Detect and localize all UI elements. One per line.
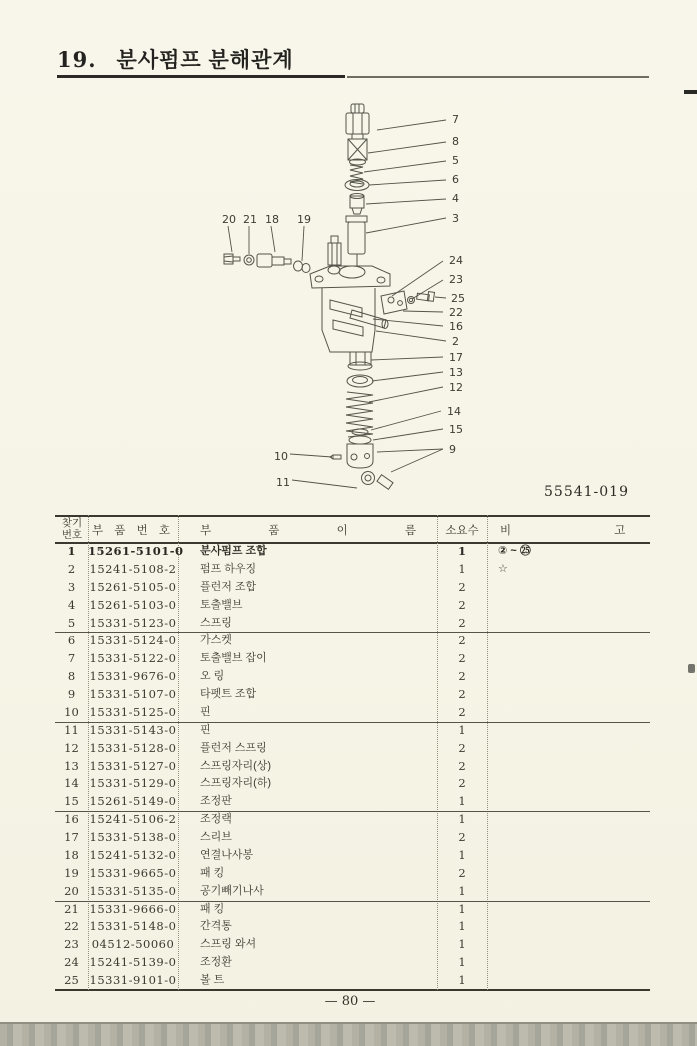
cell-rm xyxy=(498,615,648,633)
cell-pn: 15331-5138-0 xyxy=(89,830,177,845)
table-row xyxy=(55,704,650,722)
scan-mark xyxy=(688,664,695,673)
cell-qty: 1 xyxy=(458,901,466,916)
callout-7: 7 xyxy=(452,113,459,126)
cell-qty: 1 xyxy=(458,883,466,898)
cell-pn: 15331-9101-0 xyxy=(89,973,177,988)
scan-edge-band xyxy=(0,1022,697,1046)
cell-rm xyxy=(498,829,648,847)
cell-rm xyxy=(498,883,648,901)
table-row xyxy=(55,847,650,865)
callout-24: 24 xyxy=(449,254,463,267)
cell-rm xyxy=(498,597,648,615)
table-row xyxy=(55,615,650,633)
cell-nm: 플런저 스프링 xyxy=(200,741,267,754)
cell-rm xyxy=(498,668,648,686)
part-gasket-ring xyxy=(345,180,369,191)
table-row xyxy=(55,686,650,704)
callout-15: 15 xyxy=(449,423,463,436)
cell-find: 1 xyxy=(67,544,76,558)
callout-14: 14 xyxy=(447,405,461,418)
cell-pn: 15261-5101-0 xyxy=(88,544,184,558)
cell-nm: 스리브 xyxy=(200,831,232,844)
callout-2: 2 xyxy=(452,335,459,348)
callout-leader-8 xyxy=(368,142,446,153)
cell-find: 6 xyxy=(67,633,76,648)
cell-find: 15 xyxy=(64,794,79,809)
cell-qty: 1 xyxy=(458,937,466,952)
cell-qty: 2 xyxy=(458,651,466,666)
part-tappet xyxy=(347,444,373,468)
table-row xyxy=(55,632,650,650)
table-row xyxy=(55,579,650,597)
scan-mark xyxy=(684,90,697,94)
cell-qty: 2 xyxy=(458,830,466,845)
cell-find: 3 xyxy=(67,579,76,594)
cell-pn: 15261-5103-0 xyxy=(89,597,177,612)
callout-leader-20 xyxy=(228,226,232,252)
callout-leader-12 xyxy=(369,387,443,402)
callout-leader-16 xyxy=(373,319,443,326)
cell-pn: 15241-5108-2 xyxy=(89,561,177,576)
cell-find: 19 xyxy=(64,865,79,880)
cell-find: 13 xyxy=(64,758,79,773)
cell-nm: 공기빼기나사 xyxy=(200,884,264,897)
cell-nm: 패 킹 xyxy=(200,902,225,915)
part-roller xyxy=(362,472,394,490)
cell-qty: 1 xyxy=(458,722,466,737)
cell-find: 25 xyxy=(64,973,79,988)
header-find-number: 찾기 번호 xyxy=(61,517,83,541)
callout-21: 21 xyxy=(243,213,257,226)
callout-leader-13 xyxy=(372,372,443,381)
cell-rm xyxy=(498,740,648,758)
callout-leader-9 xyxy=(377,449,443,452)
callout-25: 25 xyxy=(451,292,465,305)
callout-leader-25 xyxy=(435,297,446,298)
part-sleeve xyxy=(348,352,372,370)
cell-pn: 15331-5107-0 xyxy=(89,687,177,702)
section-number: 19. xyxy=(57,47,97,72)
table-row xyxy=(55,775,650,793)
cell-qty: 2 xyxy=(458,776,466,791)
cell-rm: ② ~ ㉕ xyxy=(498,545,531,557)
cell-rm xyxy=(498,722,648,740)
cell-pn: 15331-9666-0 xyxy=(89,901,177,916)
cell-find: 18 xyxy=(64,847,79,862)
callout-leader-14 xyxy=(371,411,441,430)
cell-nm: 플런저 조합 xyxy=(200,580,257,593)
table-row xyxy=(55,543,650,561)
callout-3: 3 xyxy=(452,212,459,225)
cell-qty: 2 xyxy=(458,687,466,702)
cell-pn: 15241-5132-0 xyxy=(89,847,177,862)
cell-nm: 스프링 와셔 xyxy=(200,938,257,951)
cell-nm: 조정판 xyxy=(200,795,232,808)
cell-pn: 15241-5139-0 xyxy=(89,955,177,970)
section-title-text: 분사펌프 분해관계 xyxy=(116,49,294,72)
cell-rm: ☆ xyxy=(498,562,508,575)
cell-pn: 15331-5128-0 xyxy=(89,740,177,755)
callout-leader-3 xyxy=(366,218,446,233)
cell-qty: 2 xyxy=(458,704,466,719)
part-air-bleed-screw xyxy=(224,254,240,264)
cell-pn: 15331-5124-0 xyxy=(89,633,177,648)
cell-pn: 15331-5129-0 xyxy=(89,776,177,791)
cell-nm: 가스켓 xyxy=(200,634,232,647)
callout-leader-2 xyxy=(376,331,446,341)
cell-pn: 15331-9665-0 xyxy=(89,865,177,880)
callout-22: 22 xyxy=(449,306,463,319)
callout-4: 4 xyxy=(452,192,459,205)
cell-rm xyxy=(498,632,648,650)
part-plunger xyxy=(328,236,341,265)
cell-nm: 분사펌프 조합 xyxy=(200,545,267,557)
callout-16: 16 xyxy=(449,320,463,333)
cell-qty: 2 xyxy=(458,758,466,773)
cell-qty: 1 xyxy=(458,955,466,970)
cell-find: 7 xyxy=(67,651,76,666)
pump-parts-drawing xyxy=(224,104,435,489)
part-connecting-screw xyxy=(257,254,291,267)
header-part-name: 부 품 이 름 xyxy=(200,525,419,537)
cell-rm xyxy=(498,847,648,865)
cell-find: 11 xyxy=(64,722,79,737)
callout-20: 20 xyxy=(222,213,236,226)
callout-19: 19 xyxy=(297,213,311,226)
callout-11: 11 xyxy=(276,476,290,489)
header-remarks: 비 고 xyxy=(500,525,628,537)
part-packing-rings xyxy=(294,261,311,273)
cell-nm: 오 링 xyxy=(200,670,225,683)
cell-nm: 간격통 xyxy=(200,920,232,933)
cell-qty: 1 xyxy=(458,812,466,827)
part-plunger-barrel xyxy=(346,216,367,266)
cell-nm: 조정랙 xyxy=(200,813,232,826)
cell-nm: 스프링자리(상) xyxy=(200,759,272,772)
cell-find: 5 xyxy=(67,615,76,630)
cell-find: 9 xyxy=(67,687,76,702)
cell-nm: 스프링자리(하) xyxy=(200,777,272,790)
table-row xyxy=(55,650,650,668)
table-row xyxy=(55,883,650,901)
cell-qty: 2 xyxy=(458,615,466,630)
callout-9: 9 xyxy=(449,443,456,456)
cell-rm xyxy=(498,686,648,704)
cell-qty: 1 xyxy=(458,561,466,576)
cell-qty: 1 xyxy=(458,847,466,862)
cell-rm xyxy=(498,901,648,919)
table-row xyxy=(55,865,650,883)
cell-pn: 15261-5149-0 xyxy=(89,794,177,809)
table-row xyxy=(55,597,650,615)
table-row xyxy=(55,561,650,579)
cell-pn: 15261-5105-0 xyxy=(89,579,177,594)
table-row xyxy=(55,740,650,758)
cell-pn: 15331-5135-0 xyxy=(89,883,177,898)
cell-find: 16 xyxy=(64,812,79,827)
cell-pn: 15331-5127-0 xyxy=(89,758,177,773)
part-delivery-valve xyxy=(350,194,364,215)
cell-rm xyxy=(498,579,648,597)
cell-rm xyxy=(498,775,648,793)
table-group-separator xyxy=(55,901,650,902)
table-row xyxy=(55,668,650,686)
cell-qty: 1 xyxy=(458,919,466,934)
cell-rm xyxy=(498,793,648,811)
callout-leader-18 xyxy=(271,226,275,252)
table-row xyxy=(55,829,650,847)
cell-nm: 스프링 xyxy=(200,616,232,629)
callout-12: 12 xyxy=(449,381,463,394)
cell-qty: 1 xyxy=(457,544,466,558)
cell-find: 20 xyxy=(64,883,79,898)
callout-leader-19 xyxy=(302,226,304,261)
cell-nm: 핀 xyxy=(200,705,211,718)
cell-pn: 15241-5106-2 xyxy=(89,812,177,827)
cell-nm: 연결나사봉 xyxy=(200,848,254,861)
table-row xyxy=(55,901,650,919)
cell-pn: 15331-5148-0 xyxy=(89,919,177,934)
cell-find: 4 xyxy=(67,597,76,612)
cell-nm: 타펫트 조합 xyxy=(200,688,257,701)
cell-qty: 2 xyxy=(458,740,466,755)
callout-leader-9 xyxy=(391,449,443,472)
table-group-separator xyxy=(55,722,650,723)
cell-nm: 패 킹 xyxy=(200,866,225,879)
cell-qty: 2 xyxy=(458,579,466,594)
callout-6: 6 xyxy=(452,173,459,186)
cell-find: 22 xyxy=(64,919,79,934)
cell-find: 8 xyxy=(67,669,76,684)
callout-leader-11 xyxy=(292,480,357,488)
cell-pn: 15331-5143-0 xyxy=(89,722,177,737)
cell-nm: 토출밸브 잡이 xyxy=(200,652,267,665)
part-delivery-valve-holder xyxy=(346,104,369,139)
callout-17: 17 xyxy=(449,351,463,364)
cell-rm xyxy=(498,811,648,829)
callout-18: 18 xyxy=(265,213,279,226)
cell-qty: 2 xyxy=(458,865,466,880)
callout-leader-4 xyxy=(366,199,446,204)
cell-nm: 조정환 xyxy=(200,956,232,969)
page-number: — 80 — xyxy=(324,994,376,1009)
cell-qty: 2 xyxy=(458,633,466,648)
cell-nm: 토출밸브 xyxy=(200,598,243,611)
cell-rm xyxy=(498,758,648,776)
table-group-separator xyxy=(55,632,650,633)
cell-qty: 2 xyxy=(458,669,466,684)
table-row xyxy=(55,811,650,829)
table-row xyxy=(55,972,650,990)
cell-find: 12 xyxy=(64,740,79,755)
cell-find: 10 xyxy=(64,704,79,719)
table-row xyxy=(55,793,650,811)
cell-rm xyxy=(498,936,648,954)
callout-13: 13 xyxy=(449,366,463,379)
callout-leader-10 xyxy=(290,454,332,457)
part-pump-housing xyxy=(310,266,390,352)
cell-rm xyxy=(498,865,648,883)
part-spring-washer xyxy=(408,297,415,304)
cell-pn: 04512-50060 xyxy=(91,937,175,952)
header-quantity: 소요수 xyxy=(445,525,479,537)
table-row xyxy=(55,954,650,972)
cell-find: 2 xyxy=(67,561,76,576)
figure-number: 55541-019 xyxy=(544,484,629,500)
cell-find: 17 xyxy=(64,830,79,845)
cell-rm xyxy=(498,650,648,668)
cell-rm xyxy=(498,972,648,990)
part-o-ring-holder xyxy=(348,139,367,165)
part-spring-seat-upper xyxy=(347,375,373,387)
cell-qty: 1 xyxy=(458,973,466,988)
callout-5: 5 xyxy=(452,154,459,167)
part-packing-washer xyxy=(244,255,254,265)
cell-find: 21 xyxy=(64,901,79,916)
cell-qty: 2 xyxy=(458,597,466,612)
part-bolt xyxy=(417,292,435,302)
callout-leader-6 xyxy=(369,180,446,185)
callout-10: 10 xyxy=(274,450,288,463)
header-part-number: 부 품 번 호 xyxy=(91,525,175,537)
cell-nm: 핀 xyxy=(200,723,211,736)
cell-qty: 1 xyxy=(458,794,466,809)
cell-find: 23 xyxy=(64,937,79,952)
callout-8: 8 xyxy=(452,135,459,148)
table-row xyxy=(55,758,650,776)
cell-rm xyxy=(498,704,648,722)
part-plunger-spring xyxy=(346,392,373,437)
callout-leader-24 xyxy=(392,261,443,296)
cell-nm: 펌프 하우징 xyxy=(200,562,257,575)
table-row xyxy=(55,936,650,954)
callout-leader-5 xyxy=(364,161,446,172)
cell-nm: 볼 트 xyxy=(200,974,225,987)
cell-rm xyxy=(498,918,648,936)
cell-find: 24 xyxy=(64,955,79,970)
callout-leader-15 xyxy=(373,429,443,440)
callout-leader-22 xyxy=(403,311,443,312)
cell-rm xyxy=(498,954,648,972)
cell-pn: 15331-5123-0 xyxy=(89,615,177,630)
cell-pn: 15331-5122-0 xyxy=(89,651,177,666)
cell-find: 14 xyxy=(64,776,79,791)
cell-pn: 15331-9676-0 xyxy=(89,669,177,684)
table-row xyxy=(55,918,650,936)
table-group-separator xyxy=(55,811,650,812)
callout-leader-7 xyxy=(377,120,446,130)
table-top-rule xyxy=(55,515,650,517)
callout-23: 23 xyxy=(449,273,463,286)
callout-leader-17 xyxy=(371,357,443,360)
cell-pn: 15331-5125-0 xyxy=(89,704,177,719)
table-row xyxy=(55,722,650,740)
